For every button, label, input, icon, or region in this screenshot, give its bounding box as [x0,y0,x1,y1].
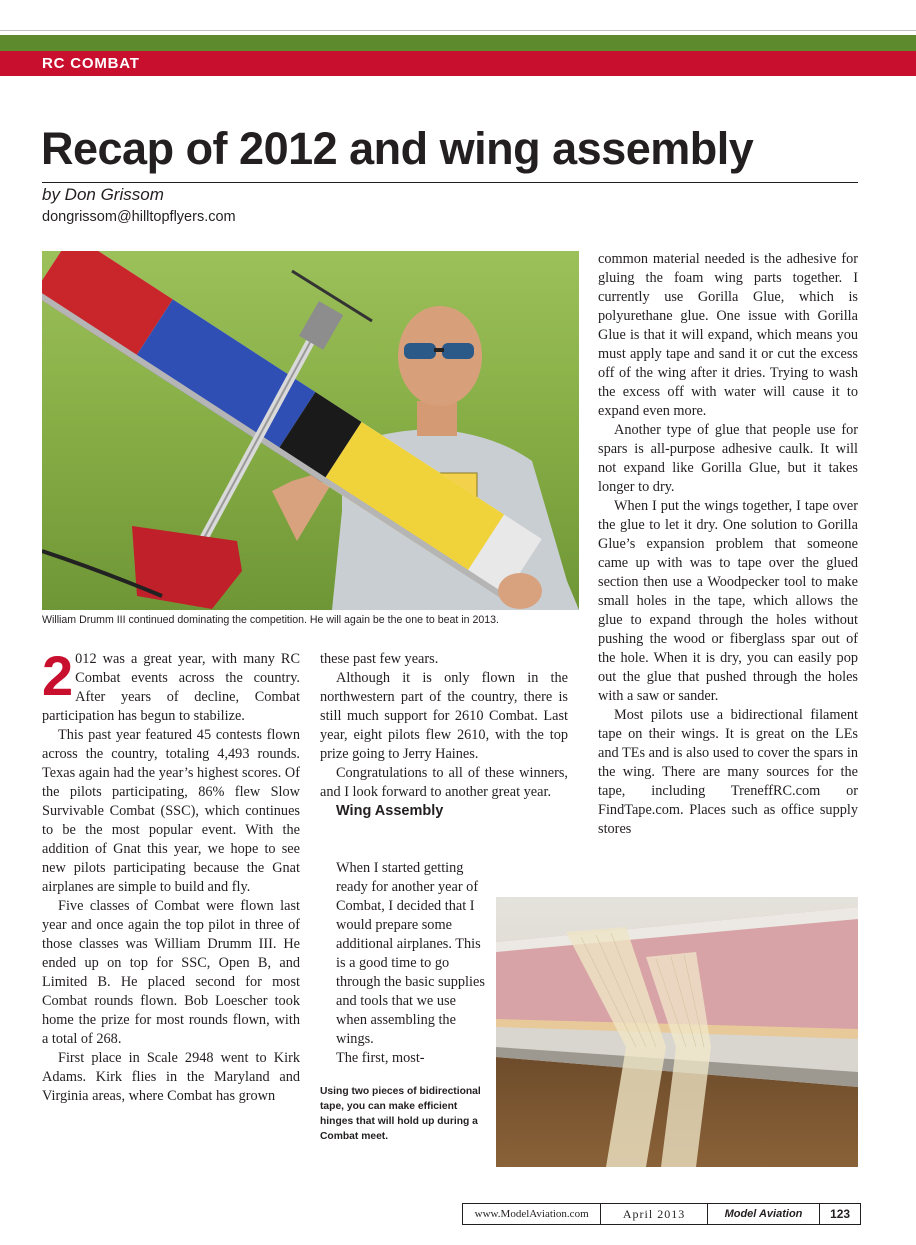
page-number: 123 [830,1207,851,1221]
photo2-caption: Using two pieces of bidirectional tape, you can make efficient hinges that will hold up during a Combat meet. [320,1086,481,1142]
footer-url[interactable]: www.ModelAviation.com [463,1204,601,1224]
column-3 [598,250,858,839]
column-2 [320,650,568,821]
col2-p3: Congratulations to all of these winners, and I look forward to another great year. [320,765,568,800]
wing-tape-photo [496,897,858,1167]
col1-p2: This past year featured 45 contests flown across the country, totaling 4,493 rounds. Texas again had the year’s highest scores. Of the pilots participating, 86% flew Slow Survivable Combat (SSC), which continues to be the most popular event. With the addition of Gnat this year, we hope to see new pilots participating because the Gnat airplanes are simple to build and fly. [42,727,300,895]
col2-p1: these past few years. [320,651,439,667]
col3-p4: Most pilots use a bidirectional filament tape on their wings. It is great on the LEs and TEs and is also used to cover the spars in the wing. There are many sources for the tape, including TreneffRC.com or FindTape.com. Places such as office supply stores [598,707,858,837]
top-rule [0,30,916,31]
author-email: dongrissom@hilltopflyers.com [42,209,236,225]
col1-p4: First place in Scale 2948 went to Kirk Adams. Kirk flies in the Maryland and Virginia areas, where Combat has grown [42,1050,300,1104]
footer-magazine: Model Aviation [708,1204,820,1224]
col3-p2: Another type of glue that people use for spars is all-purpose adhesive caulk. It will not expand like Gorilla Glue, but it takes longer to dry. [598,422,858,495]
article-title: Recap of 2012 and wing assembly [41,123,754,174]
col1-p1-text: 012 was a great year, with many RC Combat events across the country. After years of decline, Combat participation has begun to stabilize. [42,651,300,724]
section-label: RC COMBAT [42,55,140,72]
col1-p1 [42,644,300,726]
page-footer [462,1203,861,1225]
wing-assembly-subhead: Wing Assembly [336,803,444,819]
pilot-photo [42,251,579,610]
header-green-band [0,35,916,51]
col3-p3: When I put the wings together, I tape over the glue to let it dry. One solution to Gorilla Glue’s expansion problem that someone came up with was to tape over the glued section then use a Woodpecker tool to make small holes in the tape, which allows the glue to expand through the holes without pushing the wood or fiberglass spar out of the hole. When it is dry, you can easily pop out the glue that pushed through the holes with a saw or sander. [598,498,858,704]
column-2-wrap [320,859,485,1068]
col2-p2: Although it is only flown in the northwestern part of the country, there is still much support for 2610 Combat. Last year, eight pilots flew 2610, with the top prize going to Jerry Haines. [320,670,568,762]
byline: by Don Grissom [42,185,164,204]
col3-p1: common material needed is the adhesive for gluing the foam wing parts together. I currently use Gorilla Glue, which is polyurethane glue. One issue with Gorilla Glue is that it will expand, which means you must apply tape and sand it or cut the excess off of the wing after it dries. Trying to wash the excess off with water will cause it to expand even more. [598,251,858,419]
column-1 [42,644,300,1106]
title-rule [42,182,858,183]
footer-date: April 2013 [601,1204,707,1224]
photo1-caption: William Drumm III continued dominating the competition. He will again be the one to beat in 2013. [42,614,499,626]
col1-p3: Five classes of Combat were flown last year and once again the top pilot in three of those classes was William Drumm III. He ended up on top for SSC, Open B, and Limited B. He placed second for most Combat rounds flown. Bob Loescher took home the prize for most rounds flown, with a total of 268. [42,898,300,1047]
col2-p4: When I started getting ready for another year of Combat, I decided that I would prepare some additional airplanes. This is a good time to go through the basic supplies and tools that we use when assembling the wings. [336,860,485,1047]
dropcap: 2 [42,644,74,707]
col2-p5: The first, most- [336,1050,425,1066]
